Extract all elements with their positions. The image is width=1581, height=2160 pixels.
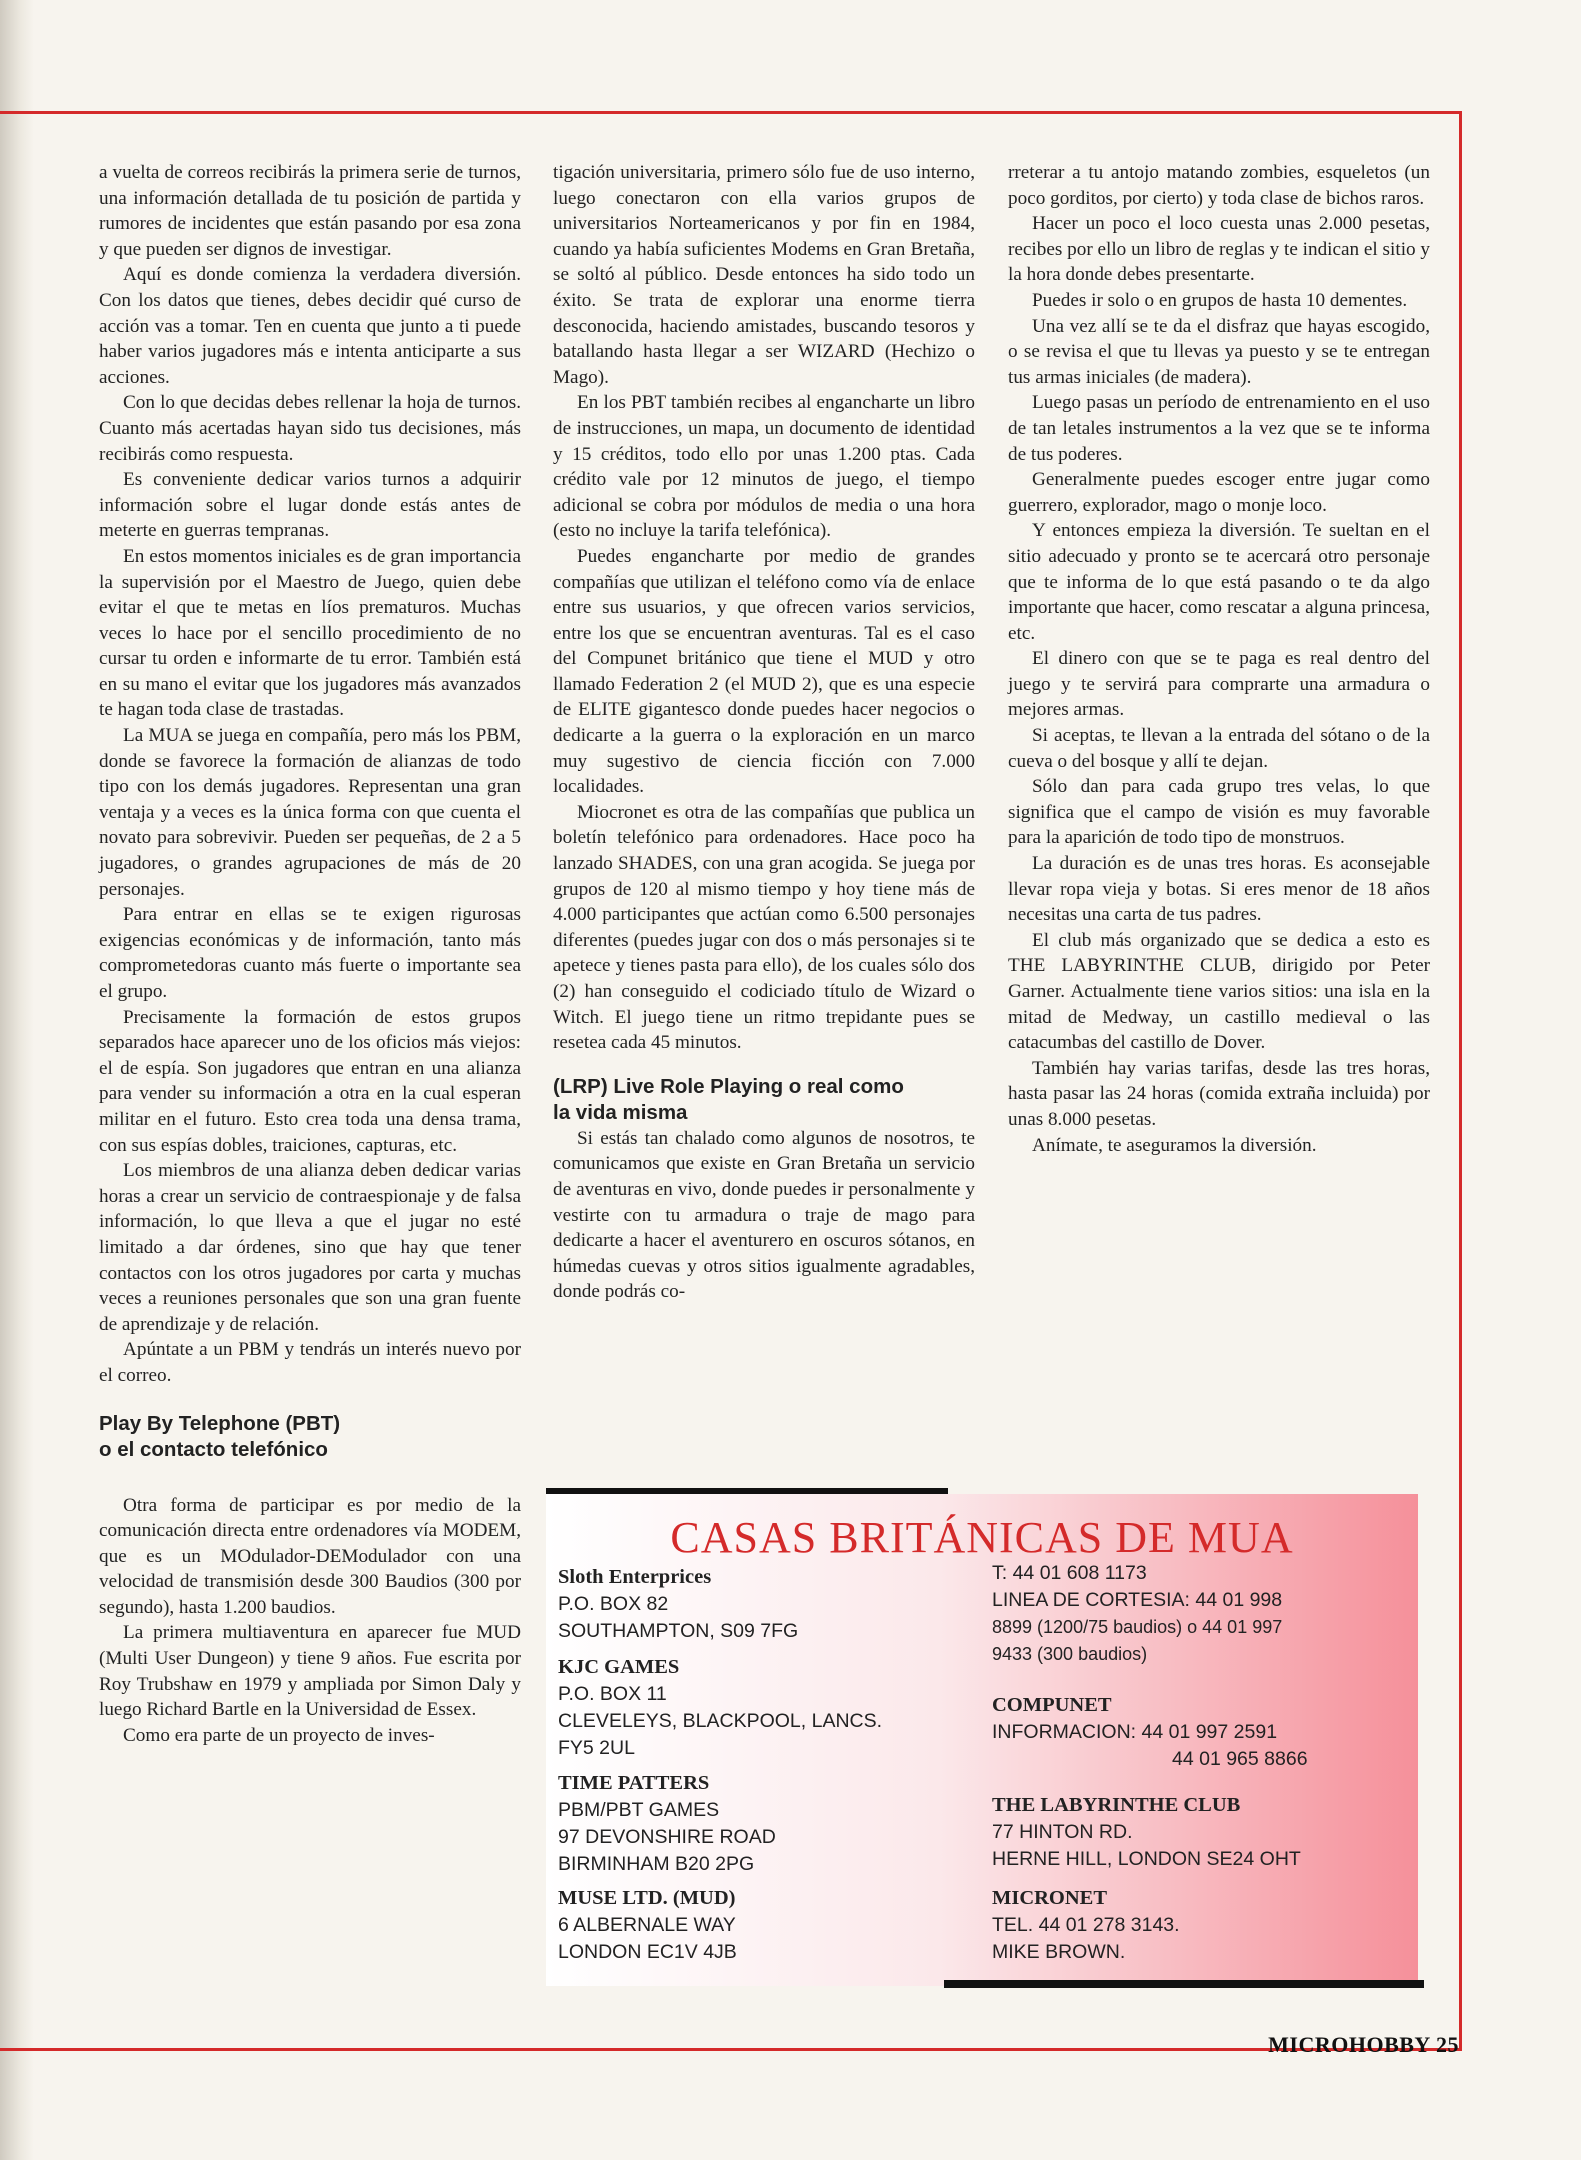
paragraph: Los miembros de una alianza deben dedicar varias horas a crear un servicio de contraespionaje y de falsa información, lo que lleva a que el jugar no esté limitado a dar órdenes, sino que hay que tener contactos con los otros jugadores por carta y muchas veces a reuniones personales que son una gran fuente de aprendizaje y de relación. (99, 1160, 521, 1335)
box-title: CASAS BRITÁNICAS DE MUA (670, 1513, 1294, 1562)
paragraph: Precisamente la formación de estos grupos separados hace aparecer uno de los oficios más viejos: el de espía. Son jugadores que entran en una alianza para vender su información a otra en la cual esperan militar en el futuro. Esto crea toda una densa trama, con sus espías dobles, traiciones, capturas, etc. (99, 1006, 521, 1156)
article-column-2 (553, 160, 975, 1305)
paragraph: Si aceptas, te llevan a la entrada del sótano o de la cueva o del bosque y allí te dejan. (1008, 725, 1430, 772)
section-heading-pbt: Play By Telephone (PBT) o el contacto telefónico (99, 1411, 341, 1461)
entry-muse: MUSE LTD. (MUD) 6 ALBERNALE WAY LONDON EC1V 4JB (558, 1887, 737, 1963)
paragraph: El dinero con que se te paga es real dentro del juego y te servirá para comprarte una armadura o mejores armas. (1008, 648, 1430, 721)
paragraph: Como era parte de un proyecto de inves- (123, 1724, 435, 1746)
paragraph: rreterar a tu antojo matando zombies, esqueletos (un poco gorditos, por cierto) y toda clase de bichos raros. (1008, 162, 1430, 209)
article-column-3 (1008, 160, 1430, 1158)
paragraph: El club más organizado que se dedica a esto es THE LABYRINTHE CLUB, dirigido por Peter Garner. Actualmente tiene varios sitios: una isla en la mitad de Medway, un castillo medieval o las catacumbas del castillo de Dover. (1008, 929, 1430, 1054)
paragraph: Una vez allí se te da el disfraz que hayas escogido, o se revisa el que tu llevas ya puesto y se te entregan tus armas iniciales (de madera). (1008, 315, 1430, 388)
paragraph: La duración es de unas tres horas. Es aconsejable llevar ropa vieja y botas. Si eres menor de 18 años necesitas una carta de tus padres. (1008, 853, 1430, 926)
page-footer (1268, 2032, 1459, 2058)
paragraph: Hacer un poco el loco cuesta unas 2.000 pesetas, recibes por ello un libro de reglas y te indican el sitio y la hora donde debes presentarte. (1008, 213, 1431, 286)
paragraph: Luego pasas un período de entrenamiento en el uso de tan letales instrumentos a la vez que se te informa de tus poderes. (1008, 392, 1430, 465)
entry-micronet: MICRONET TEL. 44 01 278 3143. MIKE BROWN. (992, 1887, 1180, 1963)
paragraph: Si estás tan chalado como algunos de nosotros, te comunicamos que existe en Gran Bretaña un servicio de aventuras en vivo, donde puedes ir personalmente y vestirte con tu armadura o traje de mago para dedicarte a hacer el aventurero en oscuros sótanos, en húmedas cuevas y otros sitios igualmente agradables, donde podrás co- (553, 1127, 975, 1303)
entry-kjc: KJC GAMES P.O. BOX 11 CLEVELEYS, BLACKPOOL, LANCS. FY5 2UL (558, 1656, 883, 1759)
article-column-1 (99, 160, 521, 1748)
paragraph: Sólo dan para cada grupo tres velas, lo que significa que el campo de visión es muy favorable para la aparición de todo tipo de monstruos. (1008, 776, 1430, 849)
frame-right-line (1459, 111, 1462, 2051)
paragraph: Generalmente puedes escoger entre jugar como guerrero, explorador, mago o monje loco. (1008, 469, 1430, 516)
frame-bottom-line (0, 2048, 1462, 2051)
paragraph: a vuelta de correos recibirás la primera serie de turnos, una información detallada de tu posición de partida y rumores de incidentes que están pasando por esa zona y que pueden ser dignos de investigar. (99, 162, 521, 260)
paragraph: Apúntate a un PBM y tendrás un interés nuevo por el correo. (99, 1339, 521, 1386)
paragraph: Otra forma de participar es por medio de la comunicación directa entre ordenadores vía MODEM, que es un MOdulador-DEModulador con una velocidad de transmisión desde 300 Baudios (300 por segundo), hasta 1.200 baudios. (99, 1494, 521, 1618)
paragraph: Puedes engancharte por medio de grandes compañías que utilizan el teléfono como vía de enlace entre sus usuarios, y que ofrecen varios servicios, entre los que se encuentran aventuras. Tal es el caso del Compunet británico que tiene el MUD y otro llamado Federation 2 (el MUD 2), que es una especie de ELITE gigantesco donde puedes hacer negocios o dedicarte a la guerra o la exploración en un marco muy sugestivo de ciencia ficción con 7.000 localidades. (553, 545, 975, 798)
page-number: 25 (1436, 2032, 1459, 2057)
paragraph: También hay varias tarifas, desde las tres horas, hasta pasar las 24 horas (comida extraña incluida) por unas 8.000 pesetas. (1008, 1057, 1430, 1130)
magazine-name: MICROHOBBY (1268, 2032, 1430, 2057)
paragraph: La primera multiaventura en aparecer fue MUD (Multi User Dungeon) y tiene 9 años. Fue escrita por Roy Trubshaw en 1979 y ampliada por Simon Daly y luego Richard Bartle en la Universidad de Essex. (99, 1622, 521, 1721)
frame-top-line (0, 111, 1462, 114)
paragraph: En estos momentos iniciales es de gran importancia la supervisión por el Maestro de Juego, quien debe evitar el que te metas en líos prematuros. Muchas veces lo hace por el sencillo procedimiento de no cursar tu orden e informarte de tu error. También está en su mano el evitar que los jugadores más avanzados te hagan toda clase de trastadas. (99, 545, 521, 721)
paragraph: Puedes ir solo o en grupos de hasta 10 dementes. (1032, 289, 1408, 311)
paragraph: Miocronet es otra de las compañías que publica un boletín telefónico para ordenadores. Hace poco ha lanzado SHADES, con una gran acogida. Se juega por grupos de 120 al mismo tiempo y hoy tiene más de 4.000 participantes que actúan como 6.500 personajes diferentes (puedes jugar con dos o más personajes si te apetece y tienes pasta para ello), de los cuales sólo dos (2) han conseguido el codiciado título de Wizard o Witch. El juego tiene un ritmo trepidante pues se resetea cada 45 minutos. (553, 801, 975, 1054)
section-heading-lrp: (LRP) Live Role Playing o real como la vida misma (553, 1074, 904, 1124)
paragraph: Y entonces empieza la diversión. Te sueltan en el sitio adecuado y pronto se te acercará otro personaje que te informa de lo que está pasando o te da algo importante que hacer, como rescatar a alguna princesa, etc. (1008, 520, 1430, 644)
entry-sloth-phones: T: 44 01 608 1173 LINEA DE CORTESIA: 44 01 998 8899 (1200/75 baudios) o 44 01 997 9433 (300 baudios) (992, 1562, 1283, 1664)
entry-sloth: Sloth Enterprices P.O. BOX 82 SOUTHAMPTON, S09 7FG (558, 1566, 799, 1642)
paragraph: tigación universitaria, primero sólo fue de uso interno, luego conectaron con ella varios grupos de universitarios Norteamericanos y por fin en 1984, cuando ya había suficientes Modems en Gran Bretaña, se soltó al público. Desde entonces ha sido todo un éxito. Se trata de explorar una enorme tierra desconocida, haciendo amistades, buscando tesoros y batallando hasta llegar a ser WIZARD (Hechizo o Mago). (553, 162, 975, 388)
paragraph: Es conveniente dedicar varios turnos a adquirir información sobre el lugar donde estás antes de meterte en guerras tempranas. (99, 469, 521, 542)
paragraph: La MUA se juega en compañía, pero más los PBM, donde se favorece la formación de alianzas de todo tipo con los demás jugadores. Representan una gran ventaja y a veces es la única forma con que cuenta el novato para sobrevivir. Pueden ser pequeñas, de 2 a 5 jugadores, o grandes agrupaciones de más de 20 personajes. (99, 725, 521, 900)
entry-compunet: COMPUNET INFORMACION: 44 01 997 2591 44 01 965 8866 (992, 1694, 1308, 1770)
paragraph: Con lo que decidas debes rellenar la hoja de turnos. Cuanto más acertadas hayan sido tus decisiones, más recibirás como respuesta. (99, 392, 521, 465)
box-bottom-bar (944, 1980, 1424, 1988)
paragraph: En los PBT también recibes al engancharte un libro de instrucciones, un mapa, un documento de identidad y 15 créditos, todo ello por unas 1.200 ptas. Cada crédito vale por 12 minutos de juego, el tiempo adicional se cobra por módulos de media o una hora (esto no incluye la tarifa telefónica). (553, 392, 975, 542)
paragraph: Aquí es donde comienza la verdadera diversión. Con los datos que tienes, debes decidir qué curso de acción vas a tomar. Ten en cuenta que junto a ti puede haber varios jugadores más e intenta anticiparte a sus acciones. (99, 264, 521, 388)
paragraph: Anímate, te aseguramos la diversión. (1032, 1134, 1317, 1156)
page-spine-shadow (0, 0, 34, 2160)
paragraph: Para entrar en ellas se te exigen rigurosas exigencias económicas y de información, tanto más comprometedoras cuanto más fuerte o importante sea el grupo. (99, 904, 521, 1002)
entry-labyrinthe: THE LABYRINTHE CLUB 77 HINTON RD. HERNE HILL, LONDON SE24 OHT (992, 1794, 1301, 1870)
casas-britanicas-box (546, 1494, 1418, 1986)
entry-time-patters: TIME PATTERS PBM/PBT GAMES 97 DEVONSHIRE ROAD BIRMINHAM B20 2PG (558, 1772, 776, 1875)
